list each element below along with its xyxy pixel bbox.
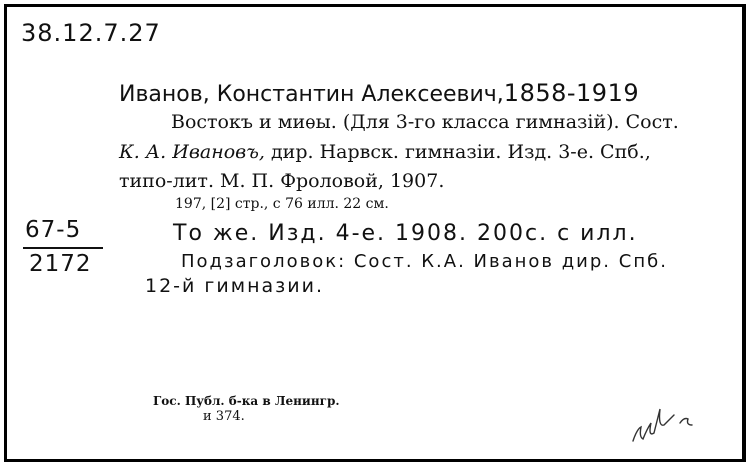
- handwritten-note-1: То же. Изд. 4-е. 1908. 200с. с илл.: [173, 221, 638, 246]
- call-number: 38.12.7.27: [21, 19, 161, 47]
- collation: 197, [2] стр., с 76 илл. 22 см.: [175, 196, 389, 212]
- shelf-mark-divider: [23, 247, 103, 249]
- stamp-line-2: и 374.: [203, 409, 245, 424]
- handwritten-signature: [629, 407, 709, 449]
- handwritten-note-3: 12-й гимназии.: [145, 275, 324, 297]
- library-stamp: [153, 394, 340, 424]
- shelf-mark-top: 67-5: [25, 217, 82, 243]
- title-line-3: типо-лит. М. П. Фроловой, 1907.: [119, 170, 445, 192]
- author-name: Иванов, Константин Алексеевич,: [119, 82, 504, 107]
- stamp-line-1: Гос. Публ. б-ка в Ленингр.: [153, 394, 340, 408]
- title-line-1: Востокъ и миѳы. (Для 3-го класса гимназій). Сост.: [171, 111, 679, 133]
- catalog-card: [4, 4, 746, 462]
- author-heading: [119, 79, 639, 107]
- title-line-2-rest: дир. Нарвск. гимназіи. Изд. 3-е. Спб.,: [270, 141, 651, 163]
- title-line-2: [119, 141, 651, 163]
- shelf-mark-bottom: 2172: [29, 251, 92, 277]
- author-dates: 1858-1919: [503, 79, 640, 107]
- compiler-name: К. А. Ивановъ,: [119, 141, 265, 163]
- handwritten-note-2: Подзаголовок: Сост. К.А. Иванов дир. Спб.: [181, 251, 668, 272]
